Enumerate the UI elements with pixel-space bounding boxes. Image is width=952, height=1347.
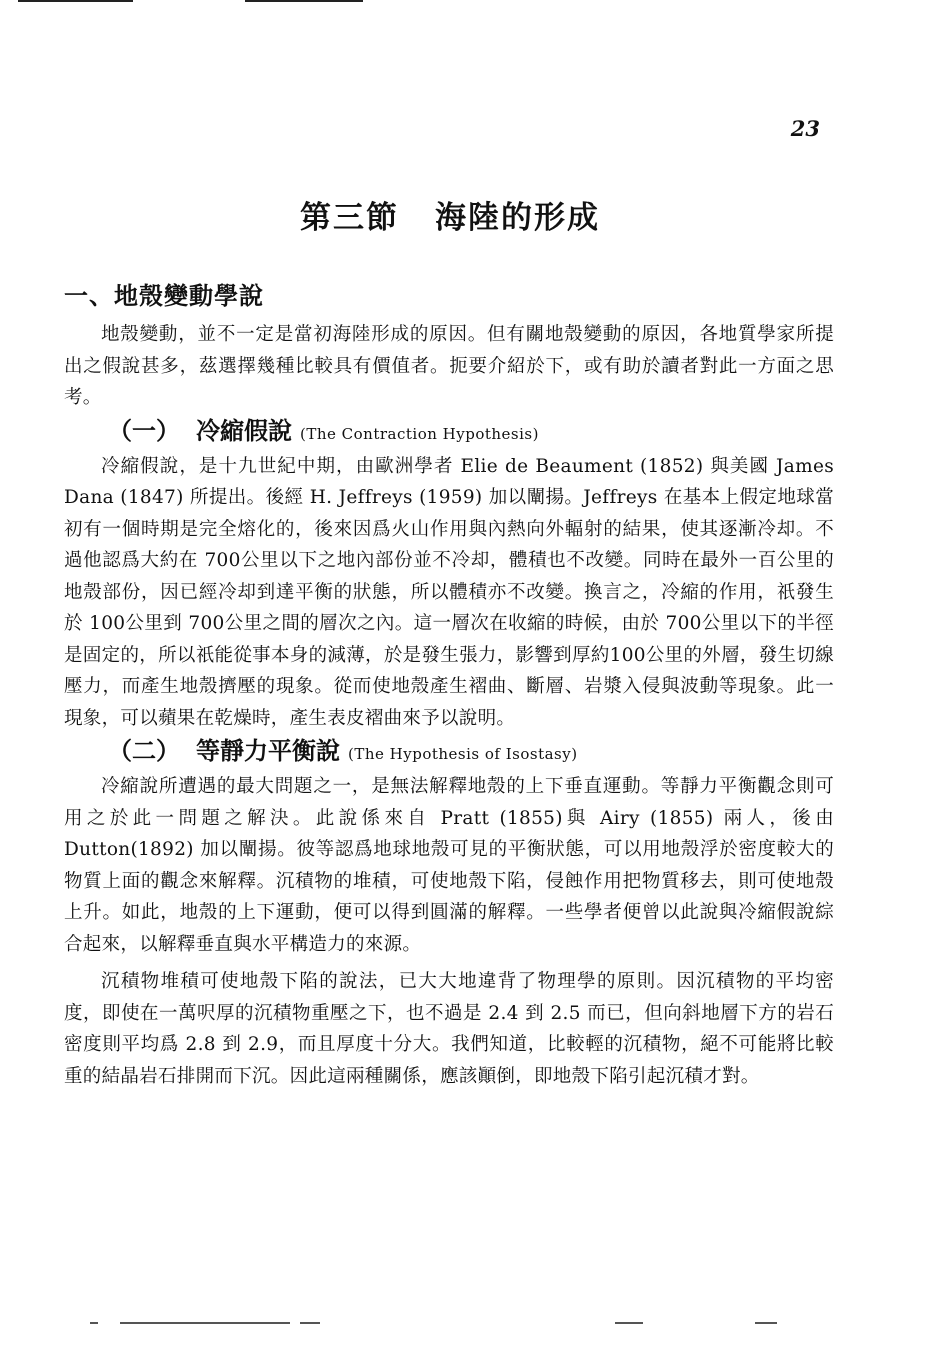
intro-paragraph: 地殼變動，並不一定是當初海陸形成的原因。但有關地殼變動的原因，各地質學家所提出之假說甚多，茲選擇幾種比較具有價值者。扼要介紹於下，或有助於讀者對此一方面之思考。 bbox=[64, 324, 834, 408]
subsection-english-title: (The Contraction Hypothesis) bbox=[300, 424, 539, 443]
subsection-heading-isostasy bbox=[64, 734, 834, 771]
subsection-english-title: (The Hypothesis of Isostasy) bbox=[348, 745, 578, 763]
subsection-number: （一） bbox=[108, 416, 180, 445]
top-rule-left bbox=[18, 0, 133, 2]
page-number: 23 bbox=[790, 116, 820, 141]
section-title bbox=[0, 192, 900, 237]
subsection-title: 冷縮假說 bbox=[196, 416, 292, 445]
subsection-number: （二） bbox=[108, 737, 180, 765]
subsection-title: 等靜力平衡說 bbox=[196, 737, 340, 765]
section-number: 第三節 bbox=[300, 200, 399, 236]
subsection-heading-contraction bbox=[64, 414, 834, 451]
section-name: 海陸的形成 bbox=[435, 200, 600, 236]
body-text bbox=[64, 319, 834, 1092]
heading-level-1: 一、地殼變動學說 bbox=[64, 282, 264, 310]
paragraph-isostasy-2: 沉積物堆積可使地殼下陷的說法，已大大地違背了物理學的原則。因沉積物的平均密度，即使在一萬呎厚的沉積物重壓之下，也不過是 2.4 到 2.5 而已，但向斜地層下方的岩石密度則平均爲 2.8 到 2.9，而且厚度十分大。我們知道，比較輕的沉積物，絕不可能將比較重的結晶岩石排開而下沉。因此這兩種關係，應該顚倒，即地殼下陷引起沉積才對。 bbox=[64, 971, 834, 1087]
footer-scan-marks bbox=[90, 1322, 810, 1326]
paragraph-contraction: 冷縮假說，是十九世紀中期，由歐洲學者 Elie de Beaument (1852) 與美國 James Dana (1847) 所提出。後經 H. Jeffreys (1959) 加以闡揚。Jeffreys 在基本上假定地球當初有一個時期是完全熔化的，後來因爲火山作用與內熱向外輻射的結果，使其逐漸冷却。不過他認爲大約在 700公里以下之地內部份並不冷却，體積也不改變。同時在最外一百公里的地殼部份，因已經冷却到達平衡的狀態，所以體積亦不改變。換言之，冷縮的作用，祇發生於 100公里到 700公里之間的層次之內。這一層次在收縮的時候，由於 700公里以下的半徑是固定的，所以祇能從事本身的減薄，於是發生張力，影響到厚約100公里的外層，發生切線壓力，而產生地殼擠壓的現象。從而使地殼產生褶曲、斷層、岩漿入侵與波動等現象。此一現象，可以蘋果在乾燥時，產生表皮褶曲來予以說明。 bbox=[64, 455, 834, 729]
top-rule-right bbox=[245, 0, 363, 2]
paragraph-isostasy-1: 冷縮說所遭遇的最大問題之一，是無法解釋地殼的上下垂直運動。等靜力平衡觀念則可用之於此一問題之解決。此說係來自 Pratt (1855)與 Airy (1855) 兩人，後由Dutton(1892) 加以闡揚。彼等認爲地球地殼可見的平衡狀態，可以用地殼浮於密度較大的物質上面的觀念來解釋。沉積物的堆積，可使地殼下陷，侵蝕作用把物質移去，則可使地殼上升。如此，地殼的上下運動，便可以得到圓滿的解釋。一些學者便曾以此說與冷縮假說綜合起來，以解釋垂直與水平構造力的來源。 bbox=[64, 776, 834, 955]
